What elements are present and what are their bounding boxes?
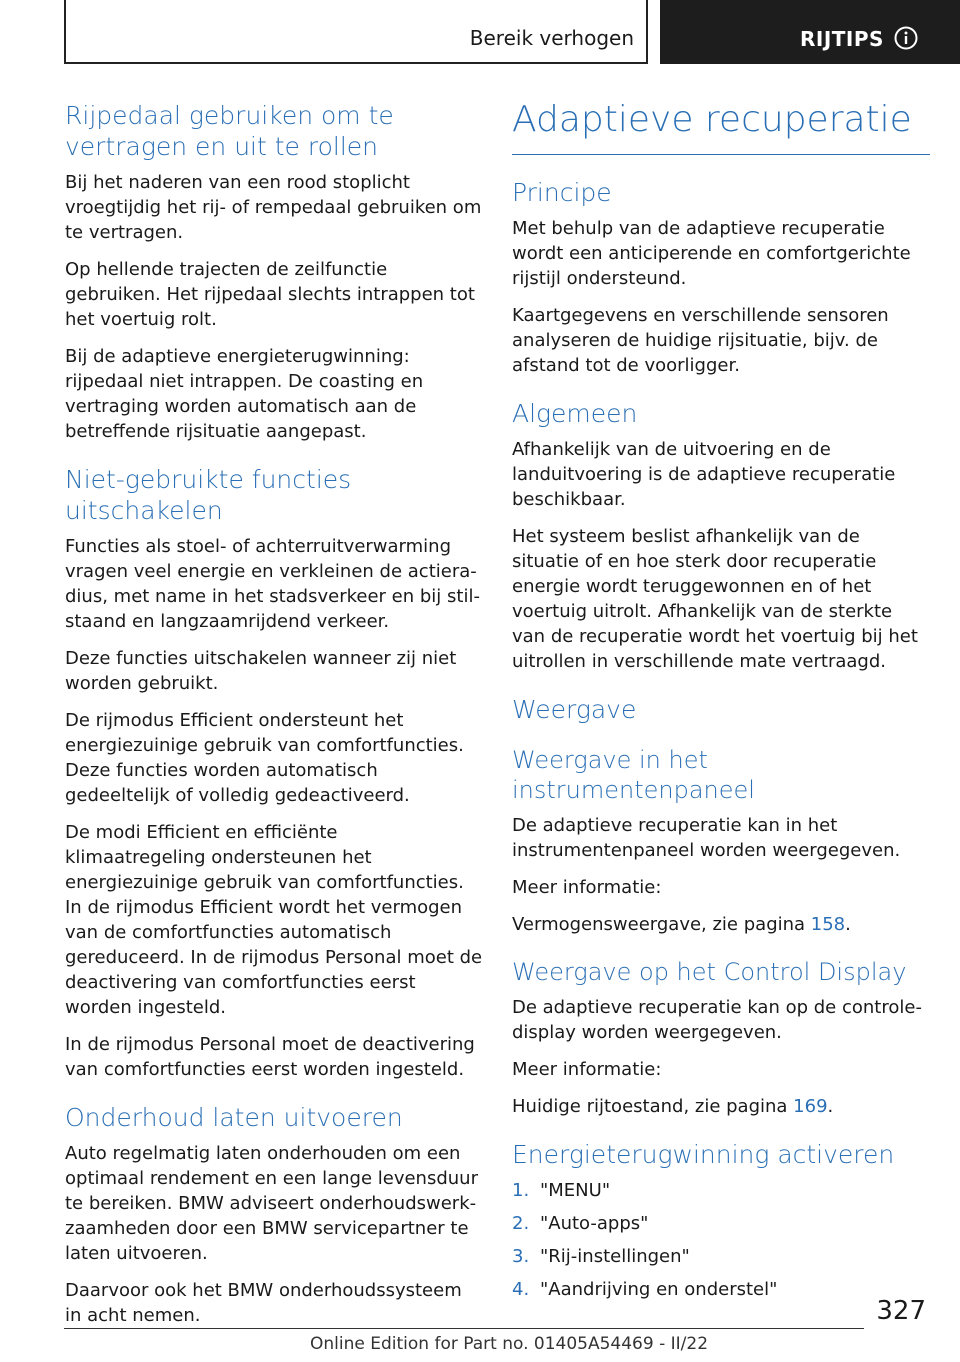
header-chapter-title: RIJTIPS	[800, 27, 884, 51]
paragraph: Daarvoor ook het BMW onderhoudssysteem in acht nemen.	[65, 1280, 462, 1326]
section-title-onderhoud: Onderhoud laten uitvoeren	[65, 1103, 403, 1132]
reference-end: .	[827, 1096, 834, 1117]
list-item	[512, 1178, 930, 1203]
paragraph: Deze functies uitschakelen wanneer zij niet worden gebruikt.	[65, 648, 457, 694]
paragraph: Functies als stoel- of achterruitverwarming vragen veel energie en verkleinen de actieradius, met name in het stadsverkeer en bij stilstaand en langzaamrijdend verkeer.	[65, 536, 480, 632]
reference-end: .	[845, 914, 851, 935]
header-section-box	[64, 0, 648, 64]
paragraph: Meer informatie:	[512, 1059, 662, 1080]
right-column	[512, 100, 930, 1310]
paragraph: De adaptieve recuperatie kan in het instrumentenpaneel worden weergegeven.	[512, 815, 901, 861]
section-title-algemeen: Algemeen	[512, 399, 638, 428]
subsection-title-control-display: Weergave op het Control Display	[512, 958, 907, 986]
paragraph: Met behulp van de adaptieve recuperatie wordt een anticiperende en comfortgerichte rijstijl ondersteund.	[512, 218, 911, 289]
list-item	[512, 1244, 930, 1269]
paragraph: In de rijmodus Personal moet de deactivering van comfortfuncties eerst worden ingesteld.	[65, 1034, 475, 1080]
step-text: "Auto-apps"	[540, 1213, 649, 1234]
step-number: 4.	[512, 1279, 530, 1300]
paragraph: Auto regelmatig laten onderhouden om een optimaal rendement en een lange levensduur te bereiken. BMW adviseert onderhoudswerkzaamheden door een BMW servicepartner te laten uitvoeren.	[65, 1143, 478, 1264]
subsection-title-instrumentenpaneel: Weergave in het instrumentenpaneel	[512, 746, 755, 804]
paragraph: Bij de adaptieve energieterugwinning: rijpedaal niet intrappen. De coasting en vertraging worden automatisch aan de betreffende rijsituatie aangepast.	[65, 346, 424, 442]
list-item	[512, 1211, 930, 1236]
step-number: 2.	[512, 1213, 530, 1234]
steps-list	[512, 1178, 930, 1302]
section-title-rijpedaal: Rijpedaal gebruiken om te vertragen en uit te rollen	[65, 101, 394, 161]
paragraph: Het systeem beslist afhankelijk van de situatie of en hoe sterk door recuperatie energie wordt teruggewonnen en of het voertuig uitrolt. Afhankelijk van de sterkte van de recuperatie wordt het voertuig bij het uitrollen in verschillende mate vertraagd.	[512, 526, 918, 672]
header-section-title: Bereik verhogen	[469, 26, 634, 50]
chapter-title: Adaptieve recuperatie	[512, 100, 930, 155]
step-text: "MENU"	[540, 1180, 611, 1201]
list-item	[512, 1277, 930, 1302]
page-link[interactable]: 169	[793, 1096, 828, 1117]
page-reference	[512, 1094, 930, 1119]
footer-edition: Online Edition for Part no. 01405A54469 - II/22	[310, 1334, 709, 1354]
step-text: "Rij-instellingen"	[540, 1246, 690, 1267]
page-link[interactable]: 158	[810, 914, 846, 935]
paragraph: Afhankelijk van de uitvoering en de landuitvoering is de adaptieve recuperatie beschikbaar.	[512, 439, 896, 510]
reference-text: Huidige rijtoestand, zie pagina	[512, 1096, 794, 1117]
section-title-energieterugwinning: Energieterugwinning activeren	[512, 1140, 895, 1169]
page-number: 327	[876, 1296, 926, 1326]
page-reference	[512, 912, 930, 937]
section-title-functies-uitschakelen: Niet-gebruikte functies uitschakelen	[65, 465, 352, 525]
step-number: 1.	[512, 1180, 530, 1201]
left-column	[65, 100, 483, 1340]
reference-text: Vermogensweergave, zie pagina	[512, 914, 811, 935]
paragraph: Bij het naderen van een rood stoplicht vroegtijdig het rij- of rempedaal gebruiken om te vertragen.	[65, 172, 482, 243]
paragraph: De rijmodus Efficient ondersteunt het energiezuinige gebruik van comfortfuncties. Deze functies worden automatisch gedeeltelijk of volledig gedeactiveerd.	[65, 710, 464, 806]
step-number: 3.	[512, 1246, 530, 1267]
section-title-weergave: Weergave	[512, 695, 637, 724]
paragraph: Op hellende trajecten de zeilfunctie gebruiken. Het rijpedaal slechts intrappen tot het voertuig rolt.	[65, 259, 475, 330]
paragraph: De adaptieve recuperatie kan op de controledisplay worden weergegeven.	[512, 997, 922, 1043]
paragraph: Kaartgegevens en verschillende sensoren analyseren de huidige rijsituatie, bijv. de afstand tot de voorligger.	[512, 305, 889, 376]
header-chapter-box	[660, 0, 960, 64]
step-text: "Aandrijving en onderstel"	[540, 1279, 778, 1300]
info-icon	[894, 26, 918, 50]
paragraph: Meer informatie:	[512, 877, 662, 898]
section-title-principe: Principe	[512, 178, 612, 207]
paragraph: De modi Efficient en efficiënte klimaatregeling ondersteunen het energiezuinige gebruik van comfortfuncties. In de rijmodus Efficient wordt het vermogen van de comfortfuncties automatisch gereduceerd. In de rijmodus Personal moet de deactivering van comfortfuncties eerst worden ingesteld.	[65, 822, 483, 1018]
footer-divider	[64, 1328, 864, 1329]
